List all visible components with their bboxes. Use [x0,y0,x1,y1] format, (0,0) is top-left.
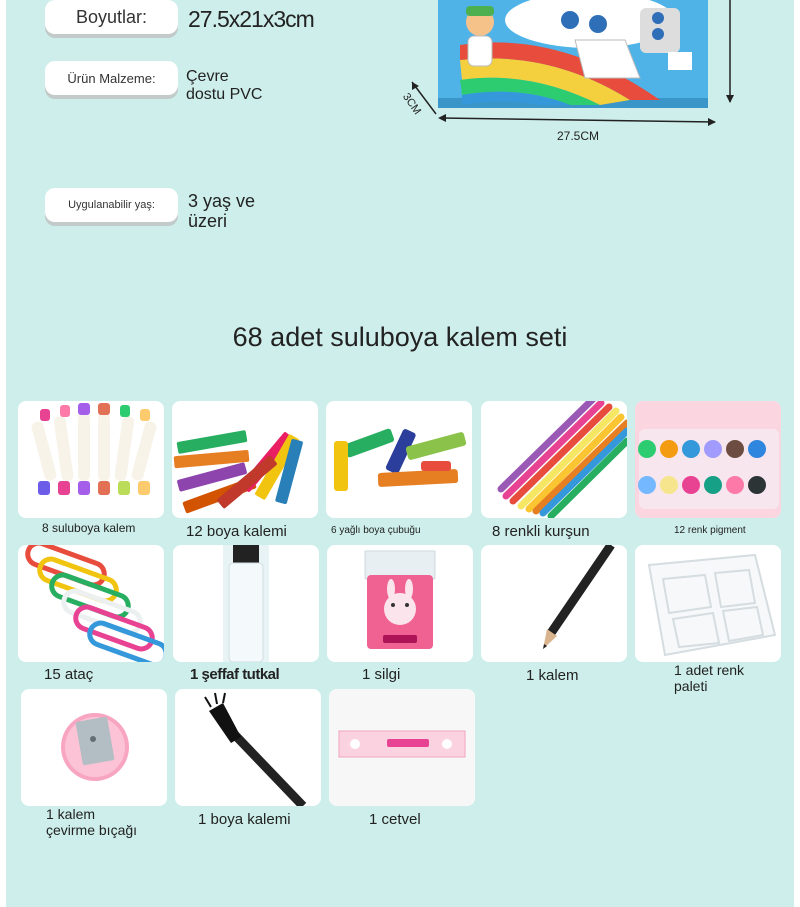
item-card-paper-clips [18,545,164,662]
spec-material-value [186,68,262,105]
caption-paper-clips: 15 ataç [44,666,94,683]
caption-ruler: 1 cetvel [369,811,421,828]
item-card-color-palette [635,545,781,662]
caption-paint-brush: 1 boya kalemi [198,811,291,828]
spec-age-label [45,188,178,222]
product-box-image [400,0,740,148]
box-width-label: 27.5CM [557,129,600,143]
material-label-text: Ürün Malzeme: [67,70,156,86]
caption-eraser: 1 silgi [362,666,401,683]
caption-color-palette-line1: 1 adet renk [674,662,745,678]
caption-sharpener-line2: çevirme bıçağı [46,822,138,839]
item-card-sharpener [21,689,167,806]
caption-pencil: 1 kalem [526,667,579,684]
caption-clear-glue: 1 şeffaf tutkal [190,666,280,683]
item-card-ruler [329,689,475,806]
spec-material-label [45,61,178,95]
age-value-line1: 3 yaş ve [188,191,256,211]
caption-pigment-palette: 12 renk pigment [674,525,746,536]
item-card-colored-pencils [481,401,627,518]
caption-sharpener-line1: 1 kalem [46,806,96,822]
item-card-eraser [327,545,473,662]
item-card-paint-brush [175,689,321,806]
caption-sharpener [46,806,137,838]
item-card-watercolor-pens [18,401,164,518]
caption-oil-pastels: 6 yağlı boya çubuğu [331,525,421,536]
dimensions-label-text: Boyutlar: [75,6,148,27]
caption-crayons: 12 boya kalemi [186,523,287,540]
age-value-line2: üzeri [188,210,228,231]
material-value-line2: dostu PVC [186,86,263,104]
item-card-clear-glue [173,545,319,662]
item-card-pigment-palette [635,401,781,518]
item-card-crayons [172,401,318,518]
caption-colored-pencils: 8 renkli kurşun [492,523,590,540]
spec-dimensions-value: 27.5x21x3cm [188,6,314,32]
material-value-line1: Çevre [186,68,229,85]
caption-color-palette-line2: paleti [674,678,708,695]
item-card-oil-pastels [326,401,472,518]
caption-watercolor-pens: 8 suluboya kalem [42,521,136,535]
box-depth-label: 3CM [400,91,424,117]
item-card-pencil [481,545,627,662]
spec-dimensions-label [45,0,178,34]
age-label-text: Uygulanabilir yaş: [68,199,155,211]
caption-color-palette [674,662,744,694]
spec-age-value [188,192,255,232]
set-title: 68 adet suluboya kalem seti [232,322,568,352]
